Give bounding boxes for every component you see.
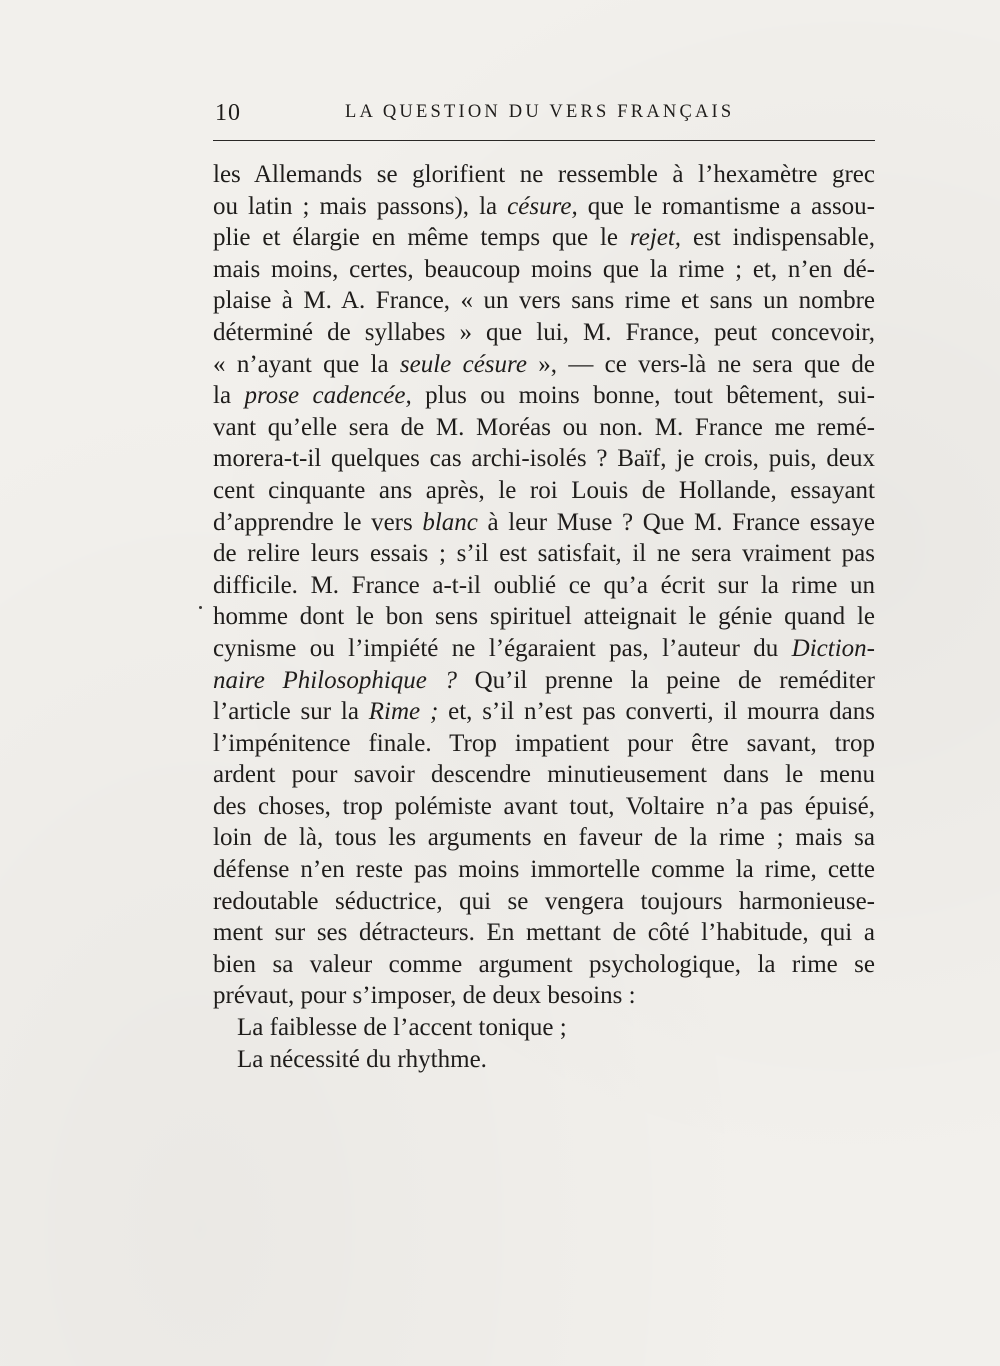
text-line <box>213 854 875 886</box>
text-run: les Allemands se glorifient ne ressemble à l’hexamètre grec <box>213 161 875 188</box>
text-line <box>213 475 875 507</box>
text-line <box>213 980 875 1012</box>
text-run: ment sur ses détracteurs. En mettant de côté l’habitude, qui a <box>213 919 875 947</box>
text-line <box>213 822 875 854</box>
italic-text-run: rejet, <box>629 224 682 252</box>
body-text <box>213 159 875 1075</box>
page-header <box>213 96 875 132</box>
text-run: ou latin ; mais passons), la <box>213 192 508 220</box>
text-run: plaise à M. A. France, « un vers sans rime et sans un nombre <box>213 287 875 315</box>
text-run: », — ce vers-là ne sera que de <box>526 350 876 378</box>
text-run: la <box>213 382 245 410</box>
text-line <box>213 507 875 539</box>
text-line <box>213 254 875 286</box>
text-run: est indispensable, <box>681 224 875 252</box>
text-line <box>213 949 875 981</box>
text-run: Qu’il prenne la peine de reméditer <box>457 666 875 694</box>
text-line <box>213 159 875 191</box>
text-line <box>213 601 875 633</box>
text-run: à leur Muse ? Que M. France essaye <box>477 508 875 536</box>
header-rule <box>213 140 875 141</box>
italic-text-run: blanc <box>422 508 478 536</box>
text-line <box>213 538 875 570</box>
text-run: des choses, trop polémiste avant tout, Voltaire n’a pas épuisé, <box>213 792 875 820</box>
text-line <box>213 412 875 444</box>
text-run: plus ou moins bonne, tout bêtement, sui- <box>411 382 875 410</box>
text-line <box>213 917 875 949</box>
text-run: morera-t-il quelques cas archi-isolés ? Baïf, je crois, puis, deux <box>213 445 875 473</box>
text-run: « n’ayant que la <box>213 350 400 378</box>
text-line <box>213 886 875 918</box>
italic-text-run: prose cadencée, <box>244 382 412 410</box>
text-run: que le romantisme a assou- <box>577 192 875 220</box>
text-line <box>213 570 875 602</box>
italic-text-run: Rime ; <box>368 698 439 726</box>
text-run: prévaut, pour s’imposer, de deux besoins : <box>213 982 636 1010</box>
text-run: ardent pour savoir descendre minutieusement dans le menu <box>213 761 875 789</box>
text-run: déterminé de syllabes » que lui, M. France, peut concevoir, <box>213 318 875 346</box>
text-line <box>213 665 875 697</box>
text-line <box>213 1012 875 1044</box>
text-run: défense n’en reste pas moins immortelle comme la rime, cette <box>213 856 875 884</box>
text-run: La faiblesse de l’accent tonique ; <box>237 1014 567 1042</box>
text-line <box>213 380 875 412</box>
text-run: d’apprendre le vers <box>213 508 423 536</box>
text-line <box>213 759 875 791</box>
text-line <box>213 791 875 823</box>
text-run: homme dont le bon sens spirituel atteignait le génie quand le <box>213 603 875 631</box>
italic-text-run: seule césure <box>399 350 527 378</box>
text-run: l’article sur la <box>213 698 369 726</box>
text-run: bien sa valeur comme argument psychologique, la rime se <box>213 950 875 978</box>
italic-text-run: naire Philosophique ? <box>213 666 457 694</box>
page-number: 10 <box>215 100 241 126</box>
text-line <box>213 285 875 317</box>
text-run: redoutable séductrice, qui se vengera toujours harmonieuse- <box>213 887 875 915</box>
stray-ink-mark <box>199 606 202 609</box>
text-line <box>213 728 875 760</box>
italic-text-run: Diction- <box>791 634 875 662</box>
text-run: difficile. M. France a-t-il oublié ce qu’a écrit sur la rime un <box>213 571 875 599</box>
text-line <box>213 696 875 728</box>
text-line <box>213 1044 875 1076</box>
text-run: de relire leurs essais ; s’il est satisfait, il ne sera vraiment pas <box>213 540 875 568</box>
text-run: La nécessité du rhythme. <box>237 1045 487 1073</box>
text-line <box>213 349 875 381</box>
text-line <box>213 633 875 665</box>
text-line <box>213 191 875 223</box>
text-run: et, s’il n’est pas converti, il mourra dans <box>438 698 875 726</box>
text-line <box>213 443 875 475</box>
text-run: loin de là, tous les arguments en faveur de la rime ; mais sa <box>213 824 875 852</box>
text-line <box>213 317 875 349</box>
italic-text-run: césure, <box>507 192 578 220</box>
text-run: cent cinquante ans après, le roi Louis de Hollande, essayant <box>213 476 875 504</box>
text-line <box>213 222 875 254</box>
running-title: LA QUESTION DU VERS FRANÇAIS <box>345 102 735 122</box>
text-run: l’impénitence finale. Trop impatient pour être savant, trop <box>213 729 875 757</box>
text-run: cynisme ou l’impiété ne l’égaraient pas, l’auteur du <box>213 634 792 662</box>
text-run: mais moins, certes, beaucoup moins que la rime ; et, n’en dé- <box>213 255 875 283</box>
text-run: plie et élargie en même temps que le <box>213 224 630 252</box>
text-run: vant qu’elle sera de M. Moréas ou non. M. France me remé- <box>213 413 875 441</box>
